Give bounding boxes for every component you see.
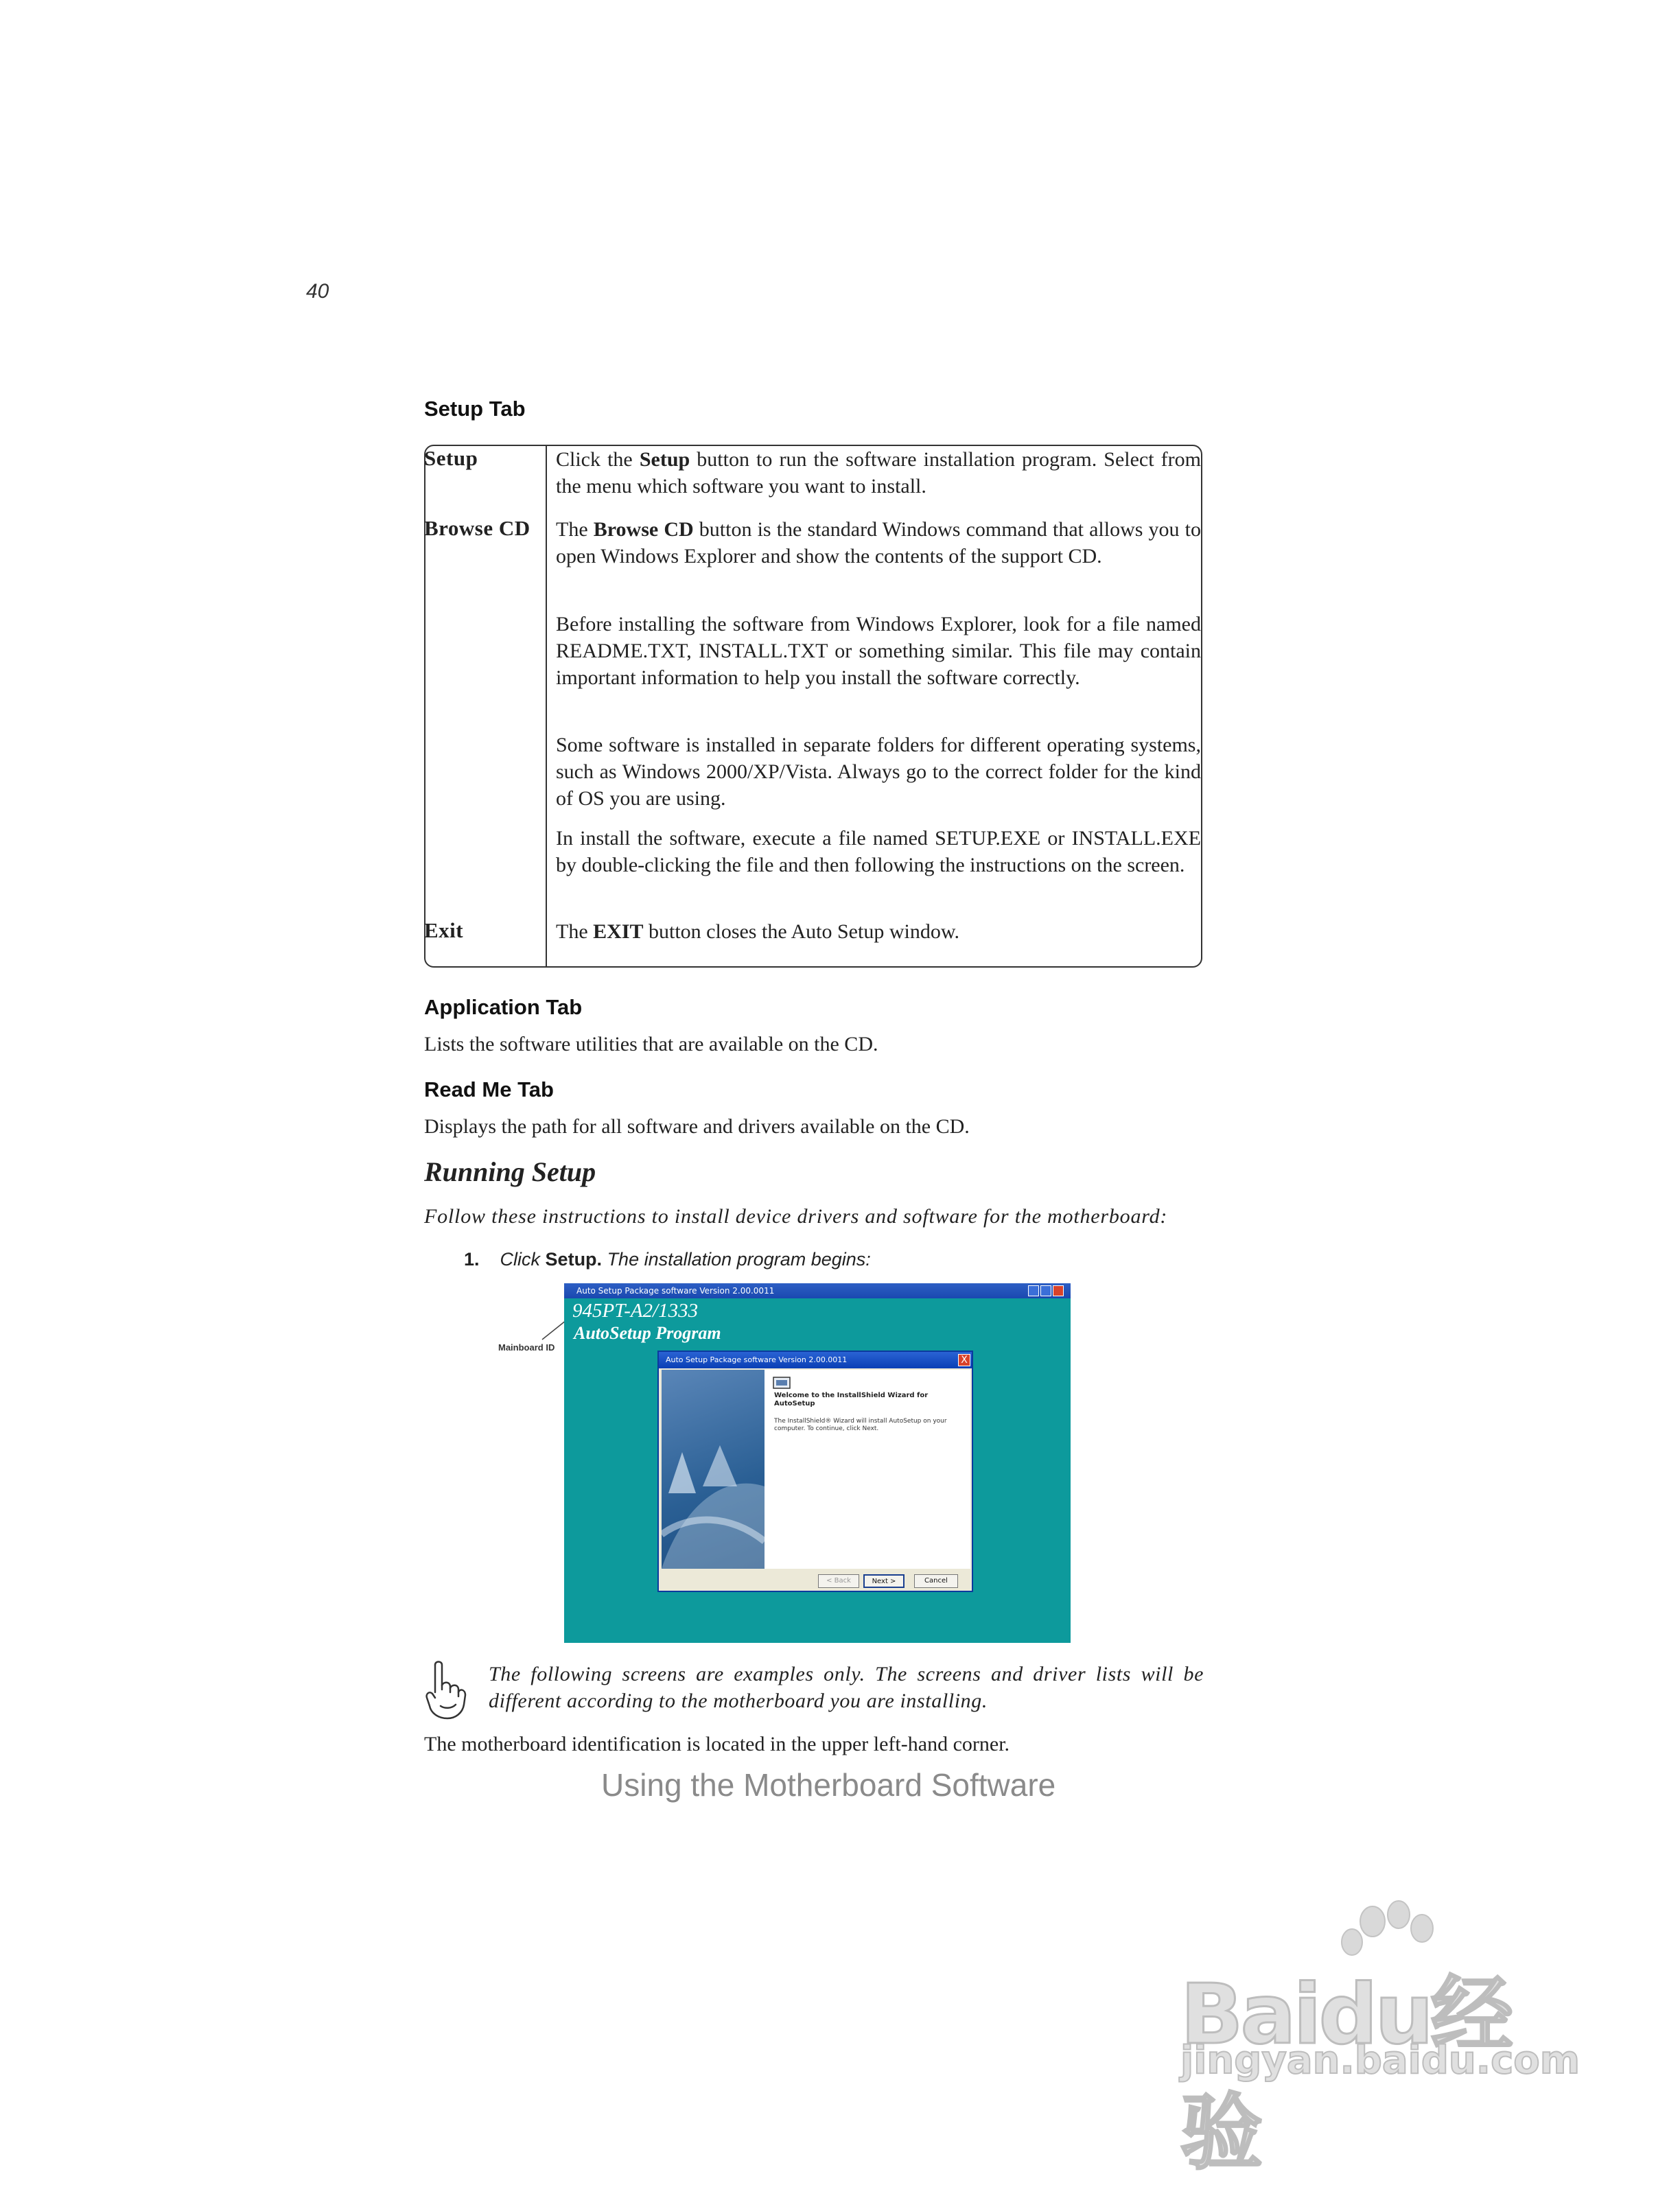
term-setup: Setup (424, 446, 478, 470)
running-setup-heading: Running Setup (424, 1156, 596, 1187)
application-tab-text: Lists the software utilities that are available on the CD. (424, 1033, 878, 1055)
minimize-icon[interactable] (1028, 1285, 1039, 1296)
dialog-close-icon[interactable]: X (958, 1354, 970, 1366)
closing-text: The motherboard identification is located in the upper left-hand corner. (424, 1733, 1010, 1755)
program-name: AutoSetup Program (574, 1323, 721, 1343)
dialog-text: The InstallShield® Wizard will install AutoSetup on your computer. To continue, click Next. (774, 1418, 947, 1432)
installshield-dialog (657, 1351, 973, 1592)
computer-icon (773, 1377, 791, 1390)
watermark-cn: 经验 (1180, 1967, 1510, 2181)
bold-browse-cd: Browse CD (593, 518, 694, 541)
application-tab-heading: Application Tab (424, 995, 583, 1019)
desc-browse-cd-3: Some software is installed in separate folders for different operating systems, such as Windows 2000/XP/Vista. Always go to the correct folder for the kind of OS you are using. (556, 734, 1201, 810)
desc-browse-cd-1: The Browse CD button is the standard Windows command that allows you to open Windows Explorer and show the contents of the support CD. (556, 518, 1201, 568)
desc-browse-cd-2: Before installing the software from Windows Explorer, look for a file named README.TXT, INSTALL.TXT or something similar. This file may contain important information to help you install the software correctly. (556, 613, 1201, 689)
maximize-icon[interactable] (1040, 1285, 1051, 1296)
desc-exit: The EXIT button closes the Auto Setup window. (556, 920, 960, 943)
note-text: The following screens are examples only. The screens and driver lists will be different according to the motherboard you are installing. (489, 1663, 1204, 1712)
setup-table-divider (546, 445, 547, 968)
desc-browse-cd-4: In install the software, execute a file named SETUP.EXE or INSTALL.EXE by double-clicking the file and then following the instructions on the screen. (556, 827, 1201, 876)
readme-tab-heading: Read Me Tab (424, 1077, 554, 1101)
page-number: 40 (306, 280, 329, 303)
running-setup-intro: Follow these instructions to install device drivers and software for the motherboard: (424, 1205, 1168, 1228)
bold-exit: EXIT (593, 920, 644, 943)
desc-setup: Click the Setup button to run the software installation program. Select from the menu which software you want to install. (556, 448, 1201, 498)
cancel-button[interactable]: Cancel (914, 1574, 958, 1588)
term-exit: Exit (424, 918, 464, 942)
window-titlebar: Auto Setup Package software Version 2.00.0011 (564, 1283, 1071, 1298)
baidu-watermark-logo (1167, 1894, 1580, 2181)
mainboard-id: 945PT-A2/1333 (572, 1300, 699, 1322)
dialog-side-graphic (662, 1370, 765, 1569)
step-number: 1. (464, 1249, 480, 1270)
step-1: 1. Click Setup. The installation program begins: (464, 1249, 871, 1270)
term-browse-cd: Browse CD (424, 516, 530, 540)
step-bold: Setup. (545, 1249, 603, 1270)
watermark-brand2: du (1318, 1967, 1431, 2063)
footer-title: Using the Motherboard Software (601, 1767, 1056, 1803)
installer-screenshot (564, 1283, 1071, 1643)
dialog-titlebar: Auto Setup Package software Version 2.00.0011 (659, 1352, 972, 1368)
readme-tab-text: Displays the path for all software and drivers available on the CD. (424, 1115, 970, 1138)
dialog-heading: Welcome to the InstallShield Wizard for AutoSetup (774, 1392, 929, 1407)
close-window-icon[interactable] (1053, 1285, 1064, 1296)
back-button[interactable]: < Back (818, 1574, 859, 1588)
bold-setup: Setup (639, 448, 690, 471)
next-button[interactable]: Next > (863, 1574, 905, 1588)
setup-tab-heading: Setup Tab (424, 397, 526, 421)
watermark-brand: Bai (1180, 1967, 1319, 2063)
mainboard-id-label: Mainboard ID (498, 1342, 555, 1353)
watermark-url: jingyan.baidu.com (1180, 2038, 1580, 2083)
pointing-hand-icon (420, 1658, 471, 1721)
